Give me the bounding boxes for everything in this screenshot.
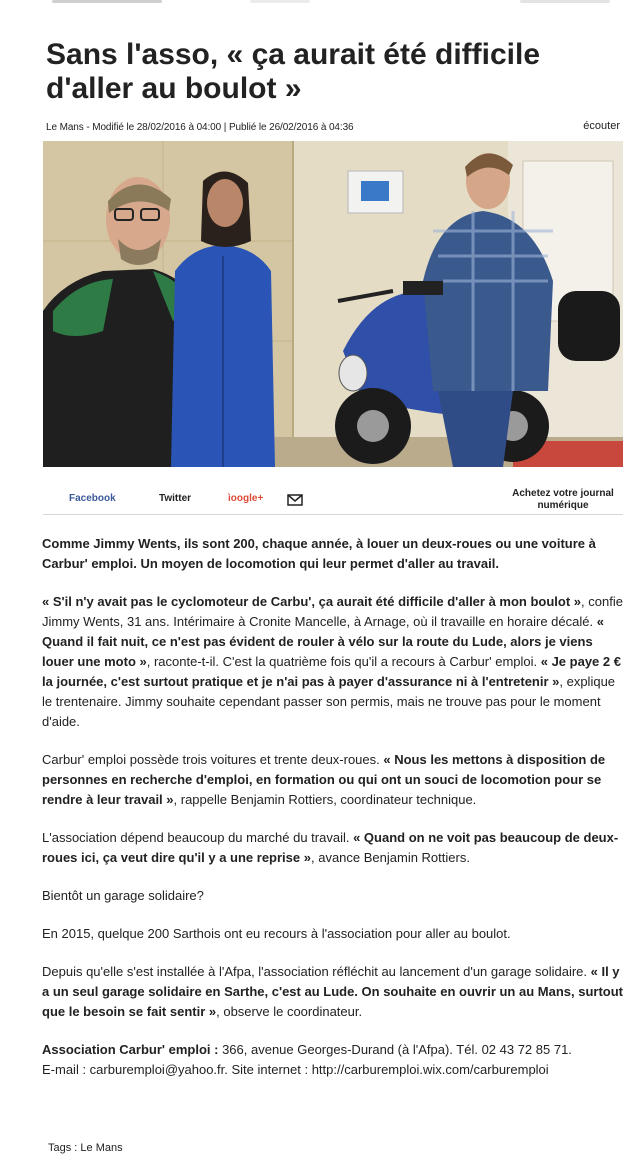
article-paragraph-1 — [42, 592, 626, 732]
contact-address: 366, avenue Georges-Durand (à l'Afpa). Tél. 02 43 72 85 71. — [218, 1042, 572, 1057]
article-title: Sans l'asso, « ça aurait été difficile d'aller au boulot » — [46, 38, 541, 105]
article-tags[interactable]: Tags : Le Mans — [48, 1142, 123, 1154]
top-strip — [0, 0, 644, 8]
article-paragraph-3 — [42, 828, 626, 868]
buy-digital-edition-link[interactable] — [503, 488, 623, 512]
buy-line-2: numérique — [537, 500, 589, 511]
article-subhead: Bientôt un garage solidaire? — [42, 888, 204, 903]
article-lead: Comme Jimmy Wents, ils sont 200, chaque année, à louer un deux-roues ou une voiture à Carbur' emploi. Un moyen de locomotion qui leur permet d'aller au travail. — [42, 536, 596, 571]
buy-line-1: Achetez votre journal — [512, 488, 614, 499]
paragraph-text: Depuis qu'elle s'est installée à l'Afpa, l'association réfléchit au lancement d'un garage solidaire. — [42, 964, 591, 979]
paragraph-text: , observe le coordinateur. — [216, 1004, 363, 1019]
quote: « Quand il fait nuit, ce n'est pas évident de rouler à vélo sur la route du Lude, alors je viens louer une moto » — [42, 614, 604, 669]
top-blur-2 — [250, 0, 310, 3]
paragraph-text: , rappelle Benjamin Rottiers, coordinateur technique. — [173, 792, 477, 807]
paragraph-text: , avance Benjamin Rottiers. — [310, 850, 470, 865]
paragraph-text: , explique le trentenaire. Jimmy souhaite cependant passer son permis, mais ne trouve pas pour le moment d'aide. — [42, 674, 616, 729]
share-facebook-link[interactable]: Facebook — [69, 493, 116, 504]
article-paragraph-2 — [42, 750, 626, 810]
quote: « Nous les mettons à disposition de personnes en recherche d'emploi, en formation ou qui ont un souci de locomotion pour se rendre à leur travail » — [42, 752, 606, 807]
article-body — [42, 534, 626, 1098]
envelope-icon[interactable] — [287, 493, 303, 511]
paragraph-text: , raconte-t-il. C'est la quatrième fois qu'il a recours à Carbur' emploi. — [146, 654, 541, 669]
article-photo — [43, 141, 623, 467]
paragraph-text: L'association dépend beaucoup du marché du travail. — [42, 830, 354, 845]
article-contact — [42, 1040, 626, 1080]
share-bar — [43, 484, 623, 515]
quote: « Il y a un seul garage solidaire en Sarthe, c'est au Lude. On souhaite en ouvrir un au Mans, surtout que le besoin se fait sentir » — [42, 964, 623, 1019]
article-meta: Le Mans - Modifié le 28/02/2016 à 04:00 | Publié le 26/02/2016 à 04:36 — [46, 122, 354, 133]
article-paragraph-5 — [42, 962, 626, 1022]
share-google-link[interactable]: ìoogle+ — [228, 493, 264, 504]
quote: « Je paye 2 € la journée, c'est surtout pratique et je n'ai pas à payer d'assurance ni à l'entretenir » — [42, 654, 621, 689]
quote: « S'il n'y avait pas le cyclomoteur de Carbu', ça aurait été difficile d'aller à mon boulot » — [42, 594, 582, 609]
contact-email-site: E-mail : carburemploi@yahoo.fr. Site internet : http://carburemploi.wix.com/carburemploi — [42, 1062, 549, 1077]
top-blur-3 — [520, 0, 610, 3]
paragraph-text: , confie Jimmy Wents, 31 ans. Intérimaire à Cronite Mancelle, à Arnage, où il travaille en horaire décalé. — [42, 594, 623, 629]
article-paragraph-4: En 2015, quelque 200 Sarthois ont eu recours à l'association pour aller au boulot. — [42, 926, 511, 941]
top-blur-1 — [52, 0, 162, 3]
listen-button[interactable]: écouter — [583, 120, 620, 132]
paragraph-text: Carbur' emploi possède trois voitures et trente deux-roues. — [42, 752, 384, 767]
share-twitter-link[interactable]: Twitter — [159, 493, 192, 504]
quote: « Quand on ne voit pas beaucoup de deux-roues ici, ça veut dire qu'il y a une reprise » — [42, 830, 619, 865]
contact-name: Association Carbur' emploi : — [42, 1042, 219, 1057]
